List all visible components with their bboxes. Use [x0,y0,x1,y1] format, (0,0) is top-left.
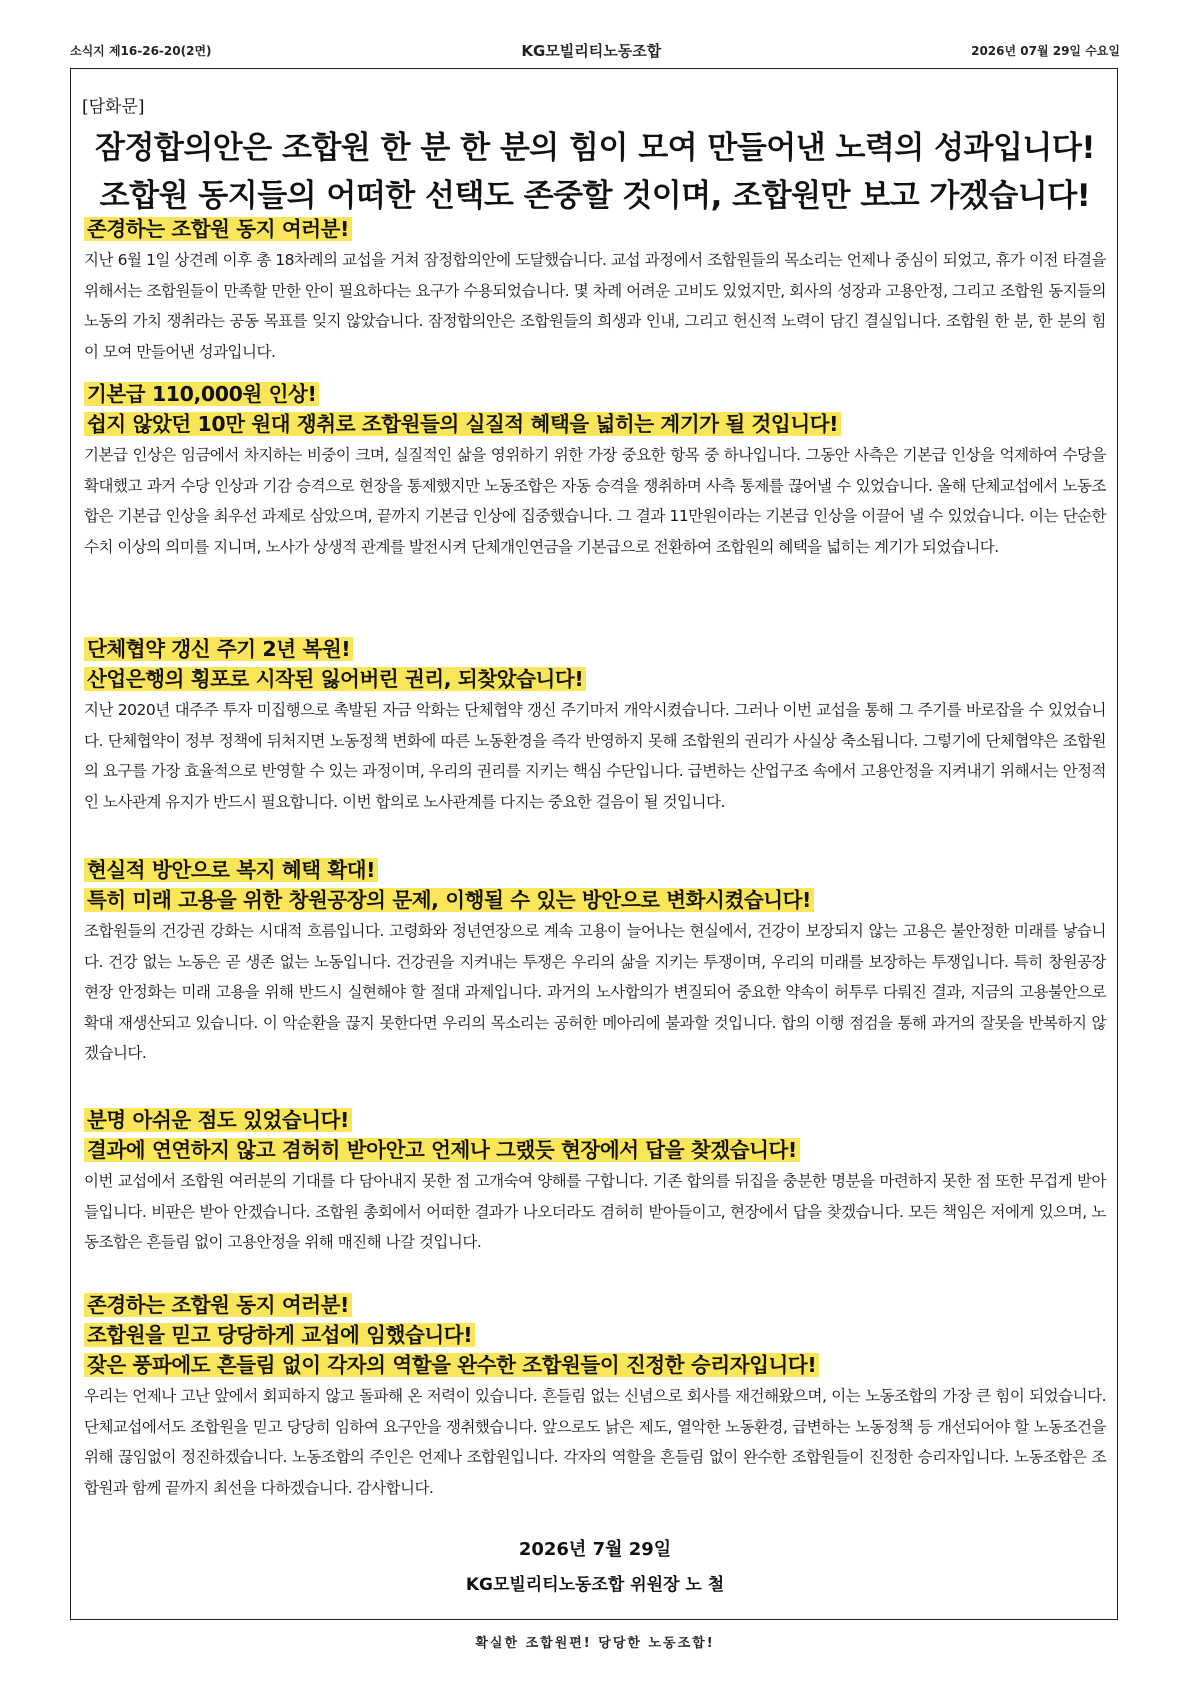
section-heading-line: 결과에 연연하지 않고 겸허히 받아안고 언제나 그랬듯 현장에서 답을 찾겠습니다! [84,1138,800,1162]
section-6-body: 우리는 언제나 고난 앞에서 회피하지 않고 돌파해 온 저력이 있습니다. 흔들림 없는 신념으로 회사를 재건해왔으며, 이는 노동조합의 가장 큰 힘이 되었습니다. 단체교섭에서도 조합원을 믿고 당당히 임하여 요구안을 쟁취했습니다. 앞으로도 낡은 제도, 열악한 노동환경, 급변하는 노동정책 등 개선되어야 할 노동조건을 위해 끊임없이 정진하겠습니다. 노동조합의 주인은 언제나 조합원입니다. 각자의 역할을 흔들림 없이 완수한 조합원들이 진정한 승리자입니다. 노동조합은 조합원과 함께 끝까지 최선을 다하겠습니다. 감사합니다. [84,1387,1106,1497]
section-heading-line: 잦은 풍파에도 흔들림 없이 각자의 역할을 완수한 조합원들이 진정한 승리자입니다! [84,1353,819,1377]
section-heading-line: 분명 아쉬운 점도 있었습니다! [84,1108,352,1132]
section-1-heading [84,214,352,244]
page-header [70,38,1120,62]
section-6-heading [84,1290,819,1380]
section-heading-line: 존경하는 조합원 동지 여러분! [84,1293,352,1317]
section-4-body: 조합원들의 건강권 강화는 시대적 흐름입니다. 고령화와 정년연장으로 계속 고용이 늘어나는 현실에서, 건강이 보장되지 않는 고용은 불안정한 미래를 낳습니다. 건강 없는 노동은 곧 생존 없는 노동입니다. 건강권을 지켜내는 투쟁은 우리의 삶을 지키는 투쟁이며, 우리의 미래를 보장하는 투쟁입니다. 특히 창원공장 현장 안정화는 미래 고용을 위해 반드시 실현해야 할 절대 과제입니다. 과거의 노사합의가 변질되어 중요한 약속이 허투루 다뤄진 결과, 지금의 고용불안으로 확대 재생산되고 있습니다. 이 악순환을 끊지 못한다면 우리의 목소리는 공허한 메아리에 불과할 것입니다. 합의 이행 점검을 통해 과거의 잘못을 반복하지 않겠습니다. [84,922,1106,1062]
section-heading-line: 쉽지 않았던 10만 원대 쟁취로 조합원들의 실질적 혜택을 넓히는 계기가 될 것입니다! [84,412,841,436]
section-1-body: 지난 6월 1일 상견례 이후 총 18차례의 교섭을 거쳐 잠정합의안에 도달했습니다. 교섭 과정에서 조합원들의 목소리는 언제나 중심이 되었고, 휴가 이전 타결을 위해서는 조합원들이 만족할 만한 안이 필요하다는 요구가 수용되었습니다. 몇 차례 어려운 고비도 있었지만, 회사의 성장과 고용안정, 그리고 조합원 동지들의 노동의 가치 쟁취라는 공동 목표를 잊지 않았습니다. 잠정합의안은 조합원들의 희생과 인내, 그리고 헌신적 노력이 담긴 결실입니다. 조합원 한 분, 한 분의 힘이 모여 만들어낸 성과입니다. [84,251,1106,361]
section-heading-line: 기본급 110,000원 인상! [84,382,319,406]
section-4-heading [84,855,814,915]
section-heading-line: 조합원을 믿고 당당하게 교섭에 임했습니다! [84,1323,475,1347]
section-3-heading [84,634,586,694]
statement-label: [담화문] [82,97,145,117]
section-5-body: 이번 교섭에서 조합원 여러분의 기대를 다 담아내지 못한 점 고개숙여 양해를 구합니다. 기존 합의를 뒤집을 충분한 명분을 마련하지 못한 점 또한 무겁게 받아들입니다. 비판은 받아 안겠습니다. 조합원 총회에서 어떠한 결과가 나오더라도 겸허히 받아들이고, 현장에서 답을 찾겠습니다. 모든 책임은 저에게 있으며, 노동조합은 흔들림 없이 고용안정을 위해 매진해 나갈 것입니다. [84,1172,1106,1251]
section-2-body: 기본급 인상은 임금에서 차지하는 비중이 크며, 실질적인 삶을 영위하기 위한 가장 중요한 항목 중 하나입니다. 그동안 사측은 기본급 인상을 억제하여 수당을 확대했고 과거 수당 인상과 기감 승격으로 현장을 통제했지만 노동조합은 자동 승격을 쟁취하며 사측 통제를 끊어낼 수 있었습니다. 올해 단체교섭에서 노동조합은 기본급 인상을 최우선 과제로 삼았으며, 끝까지 기본급 인상에 집중했습니다. 그 결과 11만원이라는 기본급 인상을 이끌어 낼 수 있었습니다. 이는 단순한 수치 이상의 의미를 지니며, 노사가 상생적 관계를 발전시켜 단체개인연금을 기본급으로 전환하여 조합원의 혜택을 넓히는 계기가 되었습니다. [84,446,1106,556]
statement-date: 2026년 7월 29일 [518,1539,672,1560]
main-title-line-2: 조합원 동지들의 어떠한 선택도 존중할 것이며, 조합원만 보고 가겠습니다! [99,178,1091,214]
union-name: KG모빌리티노동조합 [521,41,662,60]
section-3-body: 지난 2020년 대주주 투자 미집행으로 촉발된 자금 악화는 단체협약 갱신 주기마저 개악시켰습니다. 그러나 이번 교섭을 통해 그 주기를 바로잡을 수 있었습니다. 단체협약이 정부 정책에 뒤처지면 노동정책 변화에 따른 노동환경을 즉각 반영하지 못해 조합원의 권리가 사실상 축소됩니다. 그렇기에 단체협약은 조합원의 요구를 가장 효율적으로 반영할 수 있는 과정이며, 우리의 권리를 지키는 핵심 수단입니다. 급변하는 산업구조 속에서 고용안정을 지켜내기 위해서는 안정적인 노사관계 유지가 반드시 필요합니다. 이번 합의로 노사관계를 다지는 중요한 걸음이 될 것입니다. [84,701,1106,811]
issue-date: 2026년 07월 29일 수요일 [971,43,1120,58]
section-heading-line: 특히 미래 고용을 위한 창원공장의 문제, 이행될 수 있는 방안으로 변화시켰습니다! [84,888,814,912]
section-heading-line: 현실적 방안으로 복지 혜택 확대! [84,858,378,882]
section-heading-line: 단체협약 갱신 주기 2년 복원! [84,637,353,661]
issue-number: 소식지 제16-26-20(2면) [70,43,212,58]
section-heading-line: 존경하는 조합원 동지 여러분! [84,217,352,241]
page-footer-slogan: 확실한 조합원편! 당당한 노동조합! [475,1636,715,1651]
section-heading-line: 산업은행의 횡포로 시작된 잃어버린 권리, 되찾았습니다! [84,667,586,691]
section-2-heading [84,379,841,439]
main-title-line-1: 잠정합의안은 조합원 한 분 한 분의 힘이 모여 만들어낸 노력의 성과입니다! [95,130,1095,166]
section-5-heading [84,1105,800,1165]
signature: KG모빌리티노동조합 위원장 노 철 [465,1575,725,1595]
